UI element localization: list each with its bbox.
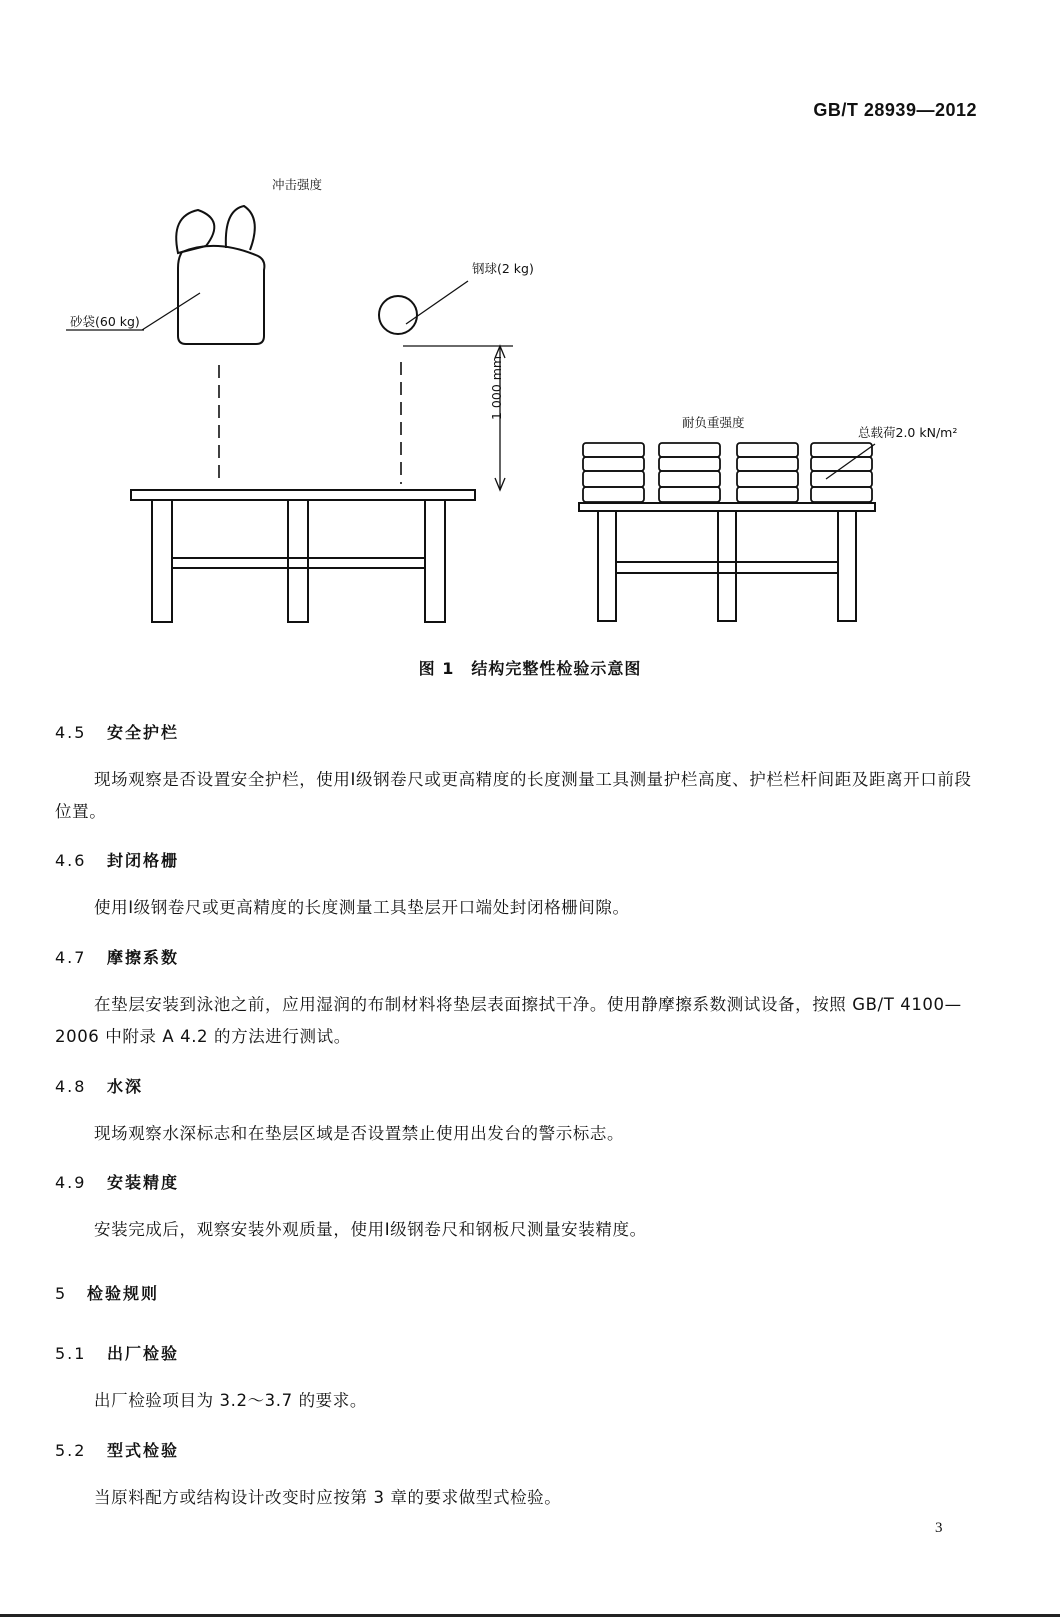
standard-code: GB/T 28939—2012 bbox=[813, 100, 977, 120]
load-stacks bbox=[583, 443, 872, 502]
section-text-4-9: 安装完成后，观察安装外观质量，使用Ⅰ级钢卷尺和钢板尺测量安装精度。 bbox=[94, 1220, 647, 1239]
section-heading-5: 5 检验规则 bbox=[55, 1284, 160, 1303]
section-heading-4-5: 4.5 安全护栏 bbox=[55, 723, 180, 742]
section-text-4-6: 使用Ⅰ级钢卷尺或更高精度的长度测量工具垫层开口端处封闭格栅间隙。 bbox=[94, 898, 630, 917]
figure-structural-integrity bbox=[0, 0, 1060, 640]
section-heading-4-6: 4.6 封闭格栅 bbox=[55, 851, 180, 870]
section-text-4-7: 在垫层安装到泳池之前，应用湿润的布制材料将垫层表面擦拭干净。使用静摩擦系数测试设备，按照 GB/T 4100—2006 中附录 A 4.2 的方法进行测试。 bbox=[55, 995, 962, 1046]
label-steel-ball: 钢球(2 kg) bbox=[472, 261, 534, 276]
section-text-5-1: 出厂检验项目为 3.2～3.7 的要求。 bbox=[94, 1391, 367, 1410]
section-heading-4-8: 4.8 水深 bbox=[55, 1077, 144, 1096]
section-text-4-5: 现场观察是否设置安全护栏，使用Ⅰ级钢卷尺或更高精度的长度测量工具测量护栏高度、护栏栏杆间距及距离开口前段位置。 bbox=[55, 770, 972, 821]
sandbag-icon bbox=[176, 206, 264, 344]
label-sandbag: 砂袋(60 kg) bbox=[70, 314, 140, 329]
load-test-table bbox=[579, 503, 875, 621]
label-impact-strength: 冲击强度 bbox=[272, 177, 323, 192]
page-number: 3 bbox=[935, 1520, 943, 1536]
section-text-5-2: 当原料配方或结构设计改变时应按第 3 章的要求做型式检验。 bbox=[94, 1488, 562, 1507]
steel-ball-icon bbox=[379, 296, 417, 334]
figure-caption: 图 1 结构完整性检验示意图 bbox=[418, 659, 642, 678]
section-heading-5-2: 5.2 型式检验 bbox=[55, 1441, 180, 1460]
label-height-1000mm: 1 000 mm bbox=[489, 355, 504, 420]
bottom-border bbox=[0, 1614, 1060, 1617]
label-total-load: 总载荷2.0 kN/m² bbox=[858, 425, 958, 440]
impact-test-table bbox=[131, 490, 475, 622]
section-heading-5-1: 5.1 出厂检验 bbox=[55, 1344, 180, 1363]
section-heading-4-9: 4.9 安装精度 bbox=[55, 1173, 180, 1192]
section-text-4-8: 现场观察水深标志和在垫层区域是否设置禁止使用出发台的警示标志。 bbox=[94, 1124, 625, 1143]
label-load-strength: 耐负重强度 bbox=[682, 415, 745, 430]
section-heading-4-7: 4.7 摩擦系数 bbox=[55, 948, 180, 967]
